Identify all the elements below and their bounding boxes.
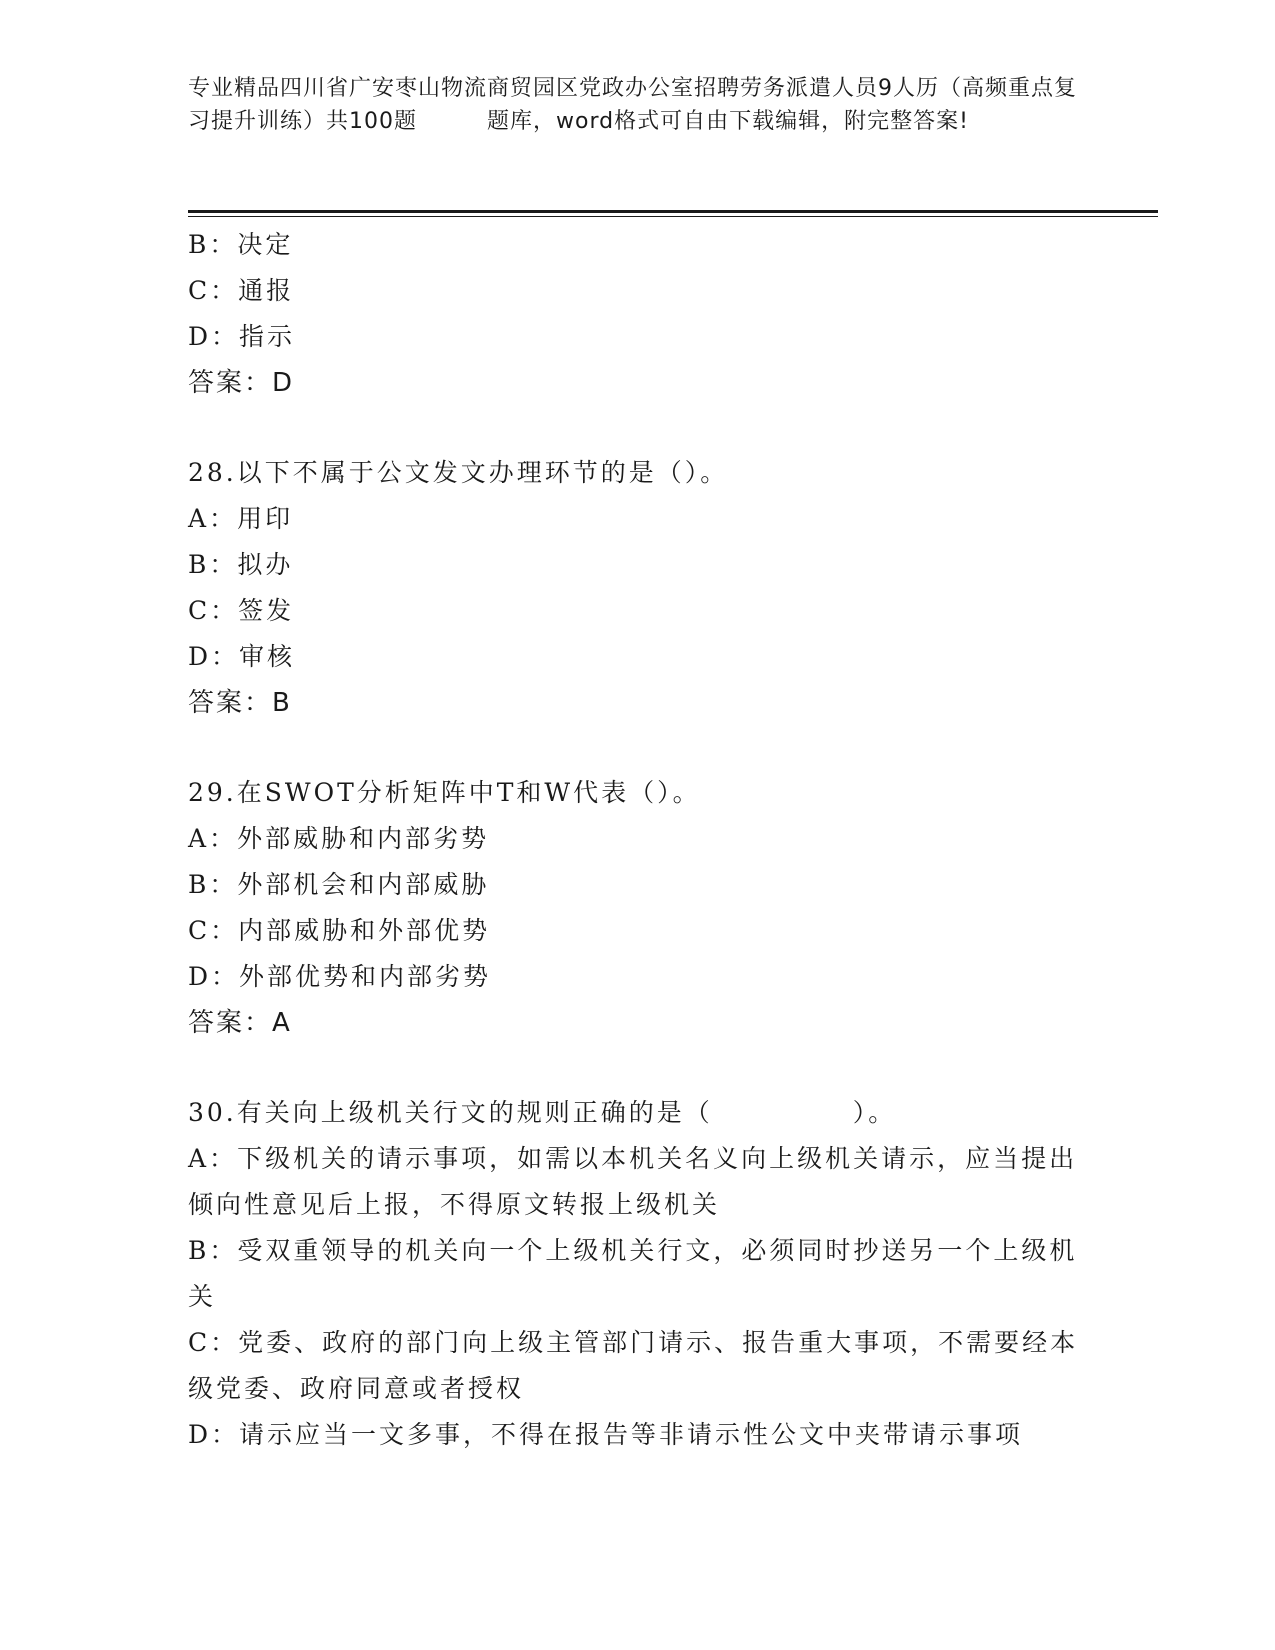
option-b: B：外部机会和内部威胁 [188, 870, 490, 899]
spacer [188, 406, 1088, 450]
option-b: B：决定 [188, 230, 294, 259]
option-a: A：下级机关的请示事项，如需以本机关名义向上级机关请示，应当提出倾向性意见后上报，不得原文转报上级机关 [188, 1144, 1078, 1219]
answer-line: 答案：D [188, 368, 295, 398]
header-title: 专业精品四川省广安枣山物流商贸园区党政办公室招聘劳务派遣人员9人历（高频重点复习提升训练）共100题 [188, 76, 1077, 134]
document-header [188, 72, 1088, 138]
option-b: B：拟办 [188, 550, 294, 579]
option-c: C：内部威胁和外部优势 [188, 916, 491, 945]
option-d: D：请示应当一文多事，不得在报告等非请示性公文中夹带请示事项 [188, 1420, 1024, 1449]
question-text: 28.以下不属于公文发文办理环节的是（）。 [188, 458, 729, 487]
question-text: 29.在SWOT分析矩阵中T和W代表（）。 [188, 778, 701, 807]
option-c: C：党委、政府的部门向上级主管部门请示、报告重大事项，不需要经本级党委、政府同意或者授权 [188, 1328, 1079, 1403]
header-divider-thin [188, 216, 1158, 217]
option-d: D：外部优势和内部劣势 [188, 962, 492, 991]
question-29-block [188, 770, 1088, 1046]
header-divider-thick [188, 210, 1158, 213]
option-d: D：审核 [188, 642, 296, 671]
option-d: D：指示 [188, 322, 296, 351]
option-a: A：用印 [188, 504, 294, 533]
option-c: C：签发 [188, 596, 295, 625]
option-b: B：受双重领导的机关向一个上级机关行文，必须同时抄送另一个上级机关 [188, 1236, 1078, 1311]
question-content [188, 222, 1088, 1458]
header-subtitle: 题库，word格式可自由下载编辑，附完整答案! [487, 109, 969, 134]
option-c: C：通报 [188, 276, 295, 305]
spacer [188, 726, 1088, 770]
option-a: A：外部威胁和内部劣势 [188, 824, 490, 853]
spacer [188, 1046, 1088, 1090]
answer-line: 答案：B [188, 688, 292, 718]
question-text: 30.有关向上级机关行文的规则正确的是（ ）。 [188, 1098, 897, 1127]
question-30-block [188, 1090, 1088, 1458]
question-27-block [188, 222, 1088, 406]
question-28-block [188, 450, 1088, 726]
answer-line: 答案：A [188, 1008, 292, 1038]
